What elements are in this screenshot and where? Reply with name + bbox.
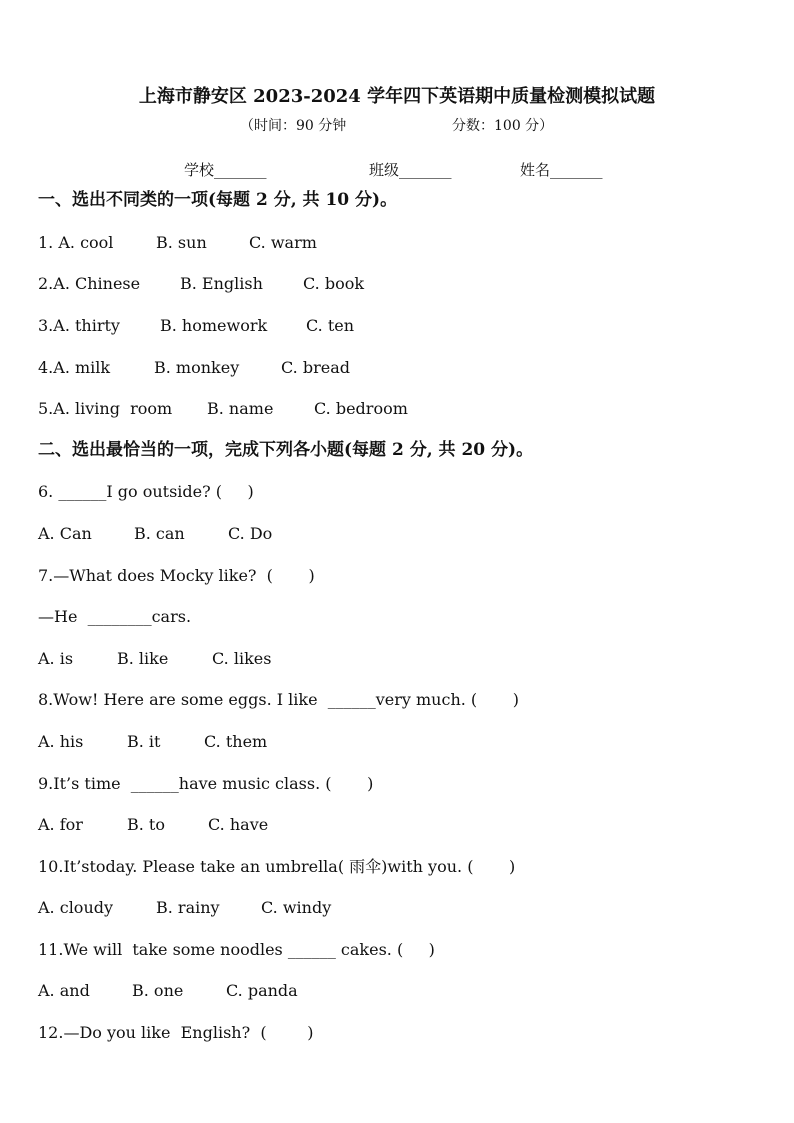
q3-option-a: 3.A. thirty	[38, 316, 120, 335]
q5-option-a: 5.A. living room	[38, 399, 173, 418]
q7-option-a: A. is	[38, 649, 74, 668]
q1-option-b: B. sun	[156, 233, 207, 252]
q10-option-a: A. cloudy	[38, 898, 114, 917]
q10-option-b: B. rainy	[156, 898, 220, 917]
q5-option-b: B. name	[207, 399, 274, 418]
q7-option-b: B. like	[117, 649, 169, 668]
q9-option-b: B. to	[127, 815, 165, 834]
q4-option-a: 4.A. milk	[38, 358, 111, 377]
q9-option-a: A. for	[38, 815, 83, 834]
q8-option-a: A. his	[38, 732, 84, 751]
page-title: 上海市静安区 2023-2024 学年四下英语期中质量检测模拟试题	[138, 86, 656, 107]
q2-option-c: C. book	[303, 274, 365, 293]
q4-option-c: C. bread	[281, 358, 350, 377]
q7-stem: 7.—What does Mocky like? ( )	[38, 566, 315, 585]
q9-stem: 9.It’s time ______have music class. ( )	[38, 774, 374, 793]
q8-stem: 8.Wow! Here are some eggs. I like ______very much. ( )	[38, 690, 519, 709]
q11-option-b: B. one	[132, 981, 184, 1000]
section2-heading: 二、选出最恰当的一项，完成下列各小题(每题 2 分, 共 20 分)。	[38, 440, 534, 460]
q6-option-c: C. Do	[228, 524, 273, 543]
q11-option-c: C. panda	[226, 981, 298, 1000]
q9-option-c: C. have	[208, 815, 269, 834]
q2-option-a: 2.A. Chinese	[38, 274, 141, 293]
q10-option-c: C. windy	[261, 898, 332, 917]
exam-time: （时间：90 分钟	[240, 118, 347, 134]
name-field: 姓名_______	[520, 161, 603, 179]
q8-option-c: C. them	[204, 732, 268, 751]
exam-score: 分数：100 分）	[452, 118, 554, 134]
q11-stem: 11.We will take some noodles ______ cakes. ( )	[38, 940, 435, 959]
q10-stem: 10.It’stoday. Please take an umbrella( 雨伞)with you. ( )	[38, 857, 516, 876]
q3-option-b: B. homework	[160, 316, 268, 335]
q8-option-b: B. it	[127, 732, 161, 751]
class-field: 班级_______	[369, 161, 452, 179]
q11-option-a: A. and	[38, 981, 90, 1000]
section1-heading: 一、选出不同类的一项(每题 2 分, 共 10 分)。	[38, 190, 398, 210]
q1-option-c: C. warm	[249, 233, 317, 252]
q6-option-a: A. Can	[38, 524, 92, 543]
q1-option-a: 1. A. cool	[38, 233, 114, 252]
q12-stem: 12.—Do you like English? ( )	[38, 1023, 314, 1042]
q6-option-b: B. can	[134, 524, 185, 543]
q7-stem-answer: —He ________cars.	[38, 607, 192, 626]
q6-stem: 6. ______I go outside? ( )	[38, 482, 254, 501]
q3-option-c: C. ten	[306, 316, 355, 335]
q4-option-b: B. monkey	[154, 358, 240, 377]
q7-option-c: C. likes	[212, 649, 272, 668]
q2-option-b: B. English	[180, 274, 263, 293]
q5-option-c: C. bedroom	[314, 399, 408, 418]
school-field: 学校_______	[184, 161, 267, 179]
